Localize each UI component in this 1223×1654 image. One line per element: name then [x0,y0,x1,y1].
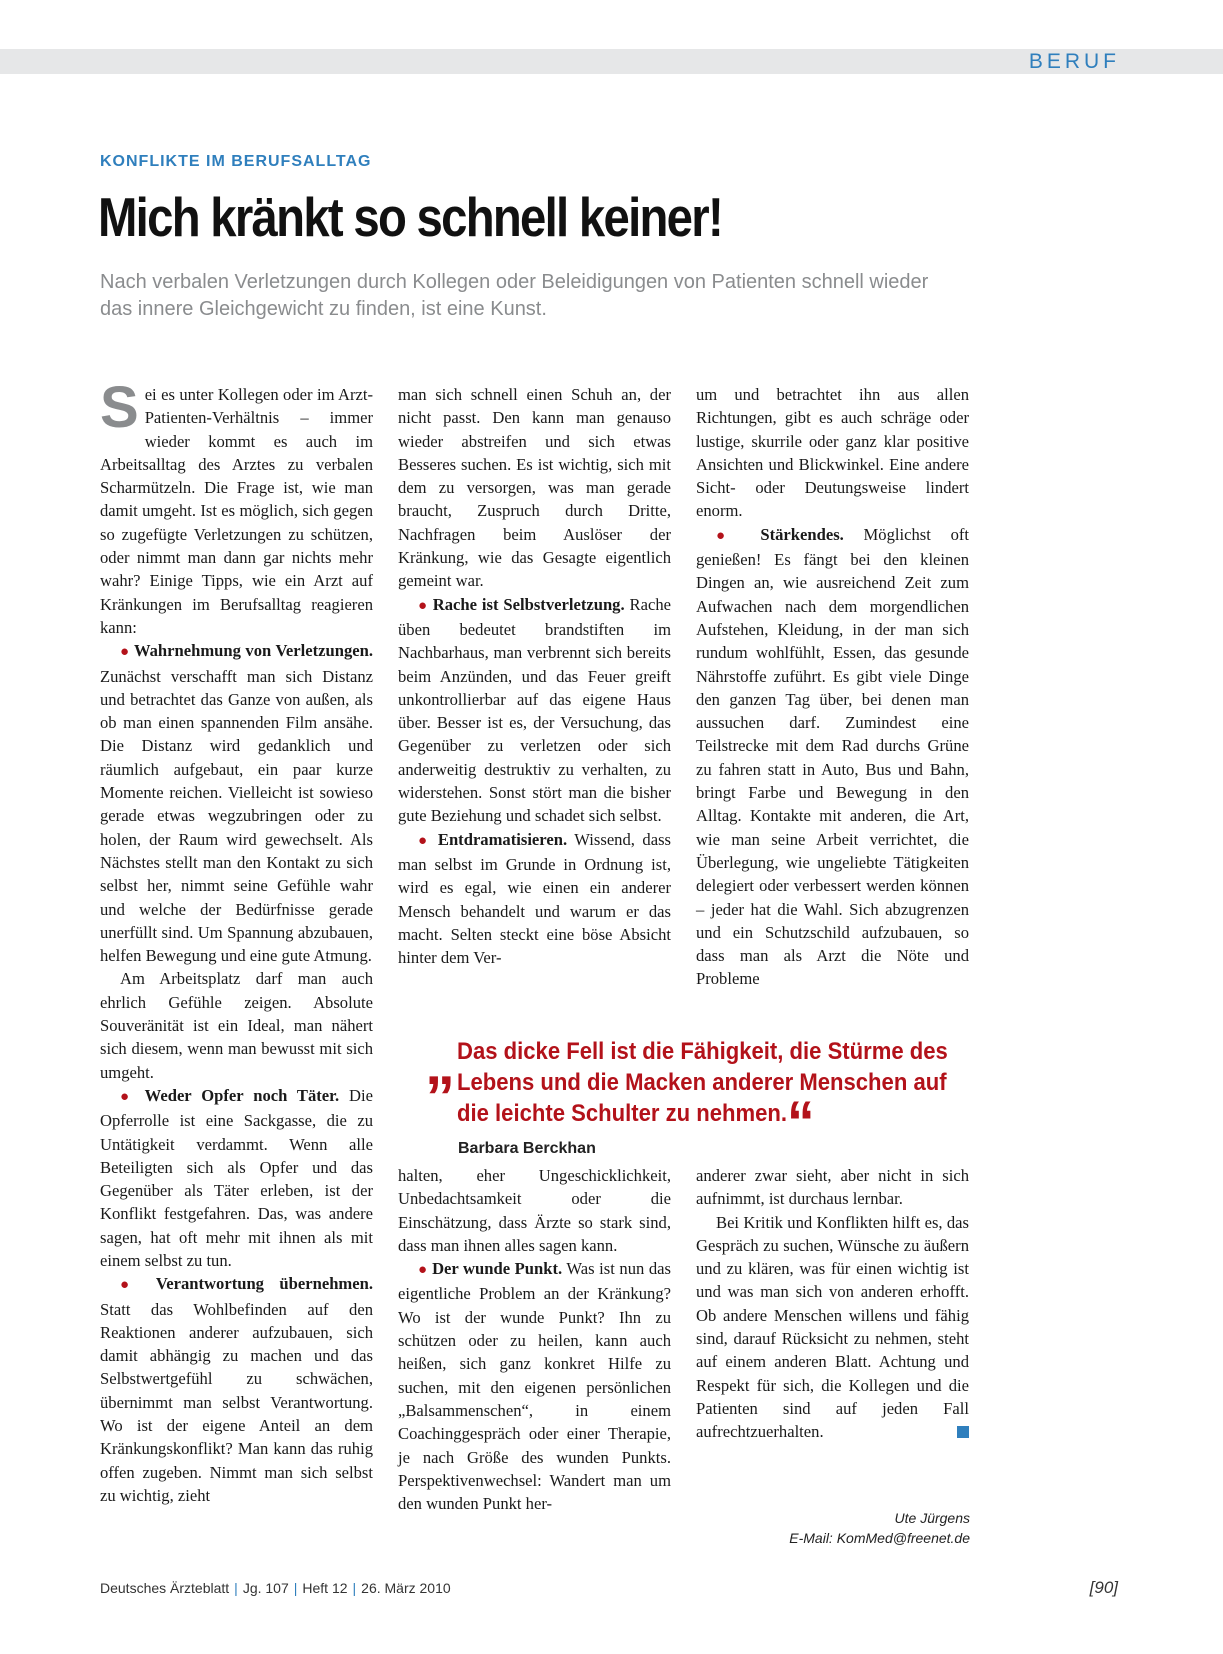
close-quote-icon: “ [787,1089,815,1156]
article-column-2 [398,383,671,969]
red-bullet-icon: ● [418,597,428,614]
red-bullet-icon: ● [418,832,431,849]
body-paragraph: man sich schnell einen Schuh an, der nicht passt. Den kann man genauso wieder abstreifen und sich etwas Besseres suchen. Es ist wichtig, sich mit dem zu versorgen, was man gerade braucht, Zuspruch durch Dritte, Nachfragen beim Auslöser der Kränkung, wie das Gesagte eigentlich gemeint war. [398,385,671,591]
tip-text: Statt das Wohlbefinden auf den Reaktionen anderer aufzubauen, sich damit abhängig zu machen und das Selbstwertgefühl zu schwächen, übernimmt man selbst Verantwortung. Wo ist der eigene Anteil an dem Kränkungskonflikt? Man kann das ruhig offen zugeben. Nimmt man sich selbst zu wichtig, zieht [100,1299,373,1505]
body-paragraph: Am Arbeitsplatz darf man auch ehrlich Gefühle zeigen. Absolute Souveränität ist ein Ideal, man nähert sich diesem, wenn man bewusst mit sich umgeht. [100,969,373,1082]
tip-title: Wahrnehmung von Verletzungen. [133,641,373,661]
tip-paragraph [100,1084,373,1272]
tip-text: Möglichst oft genießen! Es fängt bei den kleinen Dingen an, wie ausreichend Zeit zum Aufwachen nach dem morgendlichen Aufstehen, Kleidung, in der man sich rundum wohlfühlt, Essen, das gesunde Nährstoffe zuführt. Es gibt viele Dinge den ganzen Tag über, bei denen man aussuchen darf. Zumindest eine Teilstrecke mit dem Rad durchs Grüne zu fahren statt in Auto, Bus und Bahn, bringt Farbe und Bewegung in den Alltag. Kontakte mit anderen, die Art, wie man seine Arbeit verrichtet, die Überlegung, wie ungeliebte Tätigkeiten delegiert oder verbessert werden können – jeder hat die Wahl. Sich abzugrenzen und ein Schutzschild aufzubauen, so dass man als Arzt die Nöte und Probleme [696,524,970,989]
body-paragraph: um und betrachtet ihn aus allen Richtungen, gibt es auch schräge oder lustige, skurrile oder ganz klar positive Ansichten und Blickwinkel. Eine andere Sicht- oder Deutungsweise lindert enorm. [696,385,969,521]
tip-paragraph [696,523,969,991]
tip-title: Verantwortung übernehmen. [155,1274,373,1294]
red-bullet-icon: ● [120,1088,135,1105]
open-quote-icon: „ [425,1030,455,1097]
tip-text: Die Opferrolle ist eine Sackgasse, die zu Untätigkeit verdammt. Wenn alle Beteiligten sich als Opfer und das Gegenüber als Täter erleben, ist der Konflikt festgefahren. Das, was andere sagen, hat oft mehr mit ihnen als mit einem selbst zu tun. [100,1085,373,1270]
page-number: [90] [1089,1578,1118,1597]
tip-paragraph [398,1257,671,1515]
article-column-1 [100,375,373,1507]
article-headline: Mich kränkt so schnell keiner! [98,186,722,248]
tip-title: Stärkendes. [760,524,844,544]
tip-paragraph [398,593,671,828]
section-label: BERUF [1028,50,1120,73]
pull-quote-text: Das dicke Fell ist die Fähigkeit, die Stürme des Lebens und die Macken anderer Menschen auf die leichte Schulter zu nehmen.“ [457,1038,948,1156]
body-paragraph: halten, eher Ungeschicklichkeit, Unbedachtsamkeit oder die Einschätzung, dass Ärzte so stark sind, dass man ihnen alles sagen kann. [398,1166,671,1255]
red-bullet-icon: ● [716,527,741,544]
drop-cap: S [100,375,139,440]
tip-title: Weder Opfer noch Täter. [144,1085,340,1105]
issue: Heft 12 [302,1580,348,1596]
tip-title: Der wunde Punkt. [432,1259,563,1279]
intro-paragraph: Sei es unter Kollegen oder im Arzt-Patienten-Verhältnis – immer wieder kommt es auch im Arbeitsalltag des Arztes zu verbalen Scharmützeln. Die Frage ist, wie man damit umgeht. Ist es möglich, sich gegen so zugefügte Verletzungen zu schützen, oder nimmt man dann gar nichts mehr wahr? Einige Tipps, wie ein Arzt auf Kränkungen im Berufsalltag reagieren kann: [100,375,373,637]
tip-paragraph [100,1272,373,1507]
article-kicker: KONFLIKTE IM BERUFSALLTAG [100,153,372,170]
red-bullet-icon: ● [120,1277,141,1294]
body-paragraph: anderer zwar sieht, aber nicht in sich aufnimmt, ist durchaus lernbar. [696,1166,969,1209]
tip-paragraph [100,639,373,967]
volume: Jg. 107 [242,1580,289,1596]
author-signature [789,1508,970,1548]
issue-date: 26. März 2010 [361,1580,451,1596]
tip-text: Was ist nun das eigentliche Problem an der Kränkung? Wo ist der wunde Punkt? Ihn zu schützen oder zu heilen, kann auch heißen, sich ganz konkret Hilfe zu suchen, mit den eigenen persönlichen „Balsammenschen“, in einem Coachinggespräch oder einer Therapie, je nach Größe des wunden Punkts. Perspektivenwechsel: Wandert man um den wunden Punkt her- [398,1259,671,1514]
red-bullet-icon: ● [418,1262,428,1279]
article-column-3 [696,383,969,991]
article-column-3-continued [696,1164,969,1444]
pull-quote-attribution: Barbara Berckhan [458,1140,596,1157]
author-name: Ute Jürgens [894,1510,970,1526]
red-bullet-icon: ● [120,644,130,661]
author-email: E-Mail: KomMed@freenet.de [789,1530,970,1546]
publication-name: Deutsches Ärzteblatt [100,1580,230,1596]
tip-title: Entdramatisieren. [437,829,568,849]
article-column-2-continued [398,1164,671,1515]
tip-paragraph [398,828,671,970]
tip-text: Wissend, dass man selbst im Grunde in Ordnung ist, wird es egal, wie einen ein anderer Mensch behandelt und warum er das macht. Selten steckt eine böse Absicht hinter dem Ver- [398,829,671,968]
body-paragraph: Bei Kritik und Konflikten hilft es, das Gespräch zu suchen, Wünsche zu äußern und zu klären, was für einen wichtig ist und was man sich von anderen erhofft. Ob andere Menschen willens und fähig sind, darauf Rücksicht zu nehmen, steht auf einem anderen Blatt. Achtung und Respekt für sich, die Kollegen und die Patienten sind auf jeden Fall aufrechtzuerhalten. [696,1212,969,1442]
footer-separator: | [234,1580,238,1596]
tip-title: Rache ist Selbstverletzung. [432,594,625,614]
blue-square-end-icon [957,1426,969,1438]
footer-separator: | [352,1580,357,1596]
page-footer [100,1580,451,1596]
tip-text: Zunächst verschafft man sich Distanz und betrachtet das Ganze von außen, als ob man einen spannenden Film ansähe. Die Distanz wird gedanklich und räumlich aufgebaut, ein paar kurze Momente reichen. Vielleicht ist sowieso gerade etwas wegzubringen oder zu holen, der Raum wird gewechselt. Als Nächstes stellt man den Kontakt zu sich selbst her, nimmt seine Gefühle wahr und welche der Bedürfnisse gerade unerfüllt sind. Um Spannung abzubauen, helfen Bewegung und eine gute Atmung. [100,666,373,966]
article-deck: Nach verbalen Verletzungen durch Kollegen oder Beleidigungen von Patienten schnell wieder das innere Gleichgewicht zu finden, ist eine Kunst. [100,271,929,320]
tip-text: Rache üben bedeutet brandstiften im Nachbarhaus, man verbrennt sich bereits beim Anzünden, und das Feuer greift unkontrollierbar auf das eigene Haus über. Besser ist es, der Versuchung, das Gegenüber zu verletzen oder sich anderweitig destruktiv zu verhalten, zu widerstehen. Sonst stört man die bisher gute Beziehung und schadet sich selbst. [398,594,671,826]
footer-separator: | [293,1580,298,1596]
